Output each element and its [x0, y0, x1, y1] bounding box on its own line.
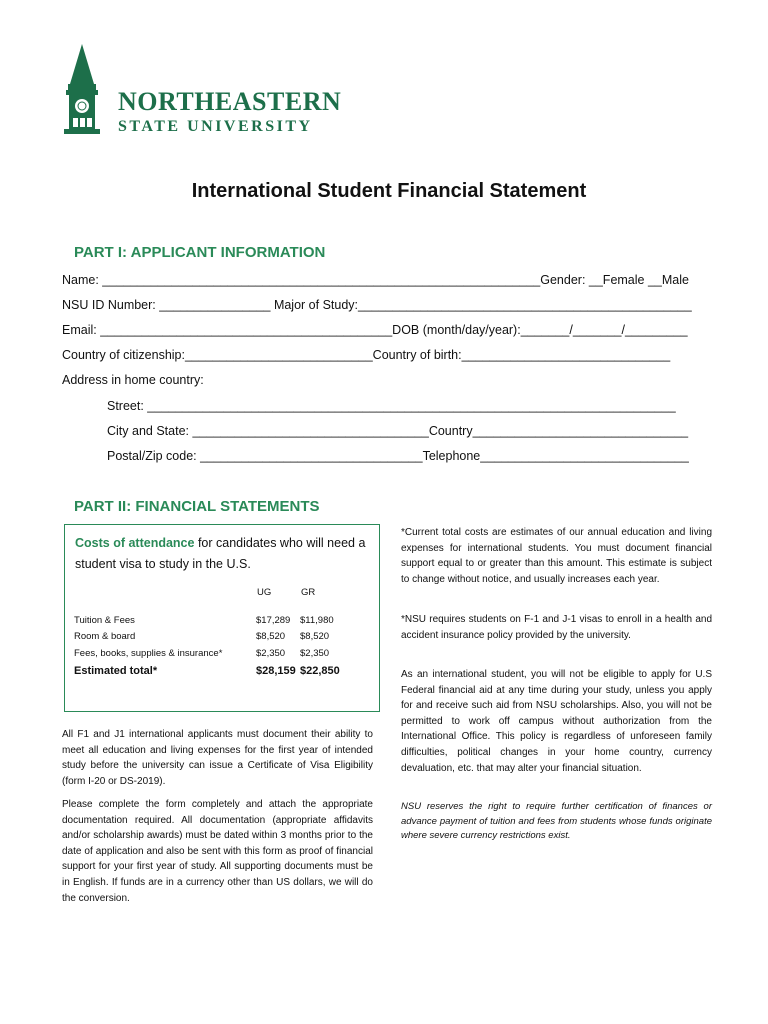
cost-ug: $2,350 — [256, 648, 286, 659]
costs-of-attendance-box — [64, 524, 380, 712]
logo-wordmark — [118, 84, 341, 118]
cost-ug: $8,520 — [256, 631, 286, 642]
left-paragraph-1: All F1 and J1 international applicants must document their ability to meet all education and living expenses for the first year of intended study before the university can issue a Certificate of Visa Eligibility (form I-20 or DS-2019). — [62, 729, 373, 787]
right-paragraph-3: As an international student, you will not be eligible to apply for U.S Federal financial aid at any time during your study, unless you apply for and receive such aid from NSU scholarships. Also, you will not be permitted to work off campus without authorization from the International Office. This policy is regardless of unforeseen family difficulties, political changes in your home country, currency devaluation, etc. that may alter your financial situation. — [401, 669, 712, 774]
part2-heading: PART II: FINANCIAL STATEMENTS — [74, 498, 320, 515]
right-paragraph-1: *Current total costs are estimates of our annual education and living expenses for international students. You must document financial support equal to or greater than this amount. This estimate is subject to change without notice, and usually increases each year. — [401, 527, 712, 585]
cost-ug: $17,289 — [256, 615, 291, 626]
total-label: Estimated total* — [74, 665, 158, 677]
total-ug: $28,159 — [256, 665, 296, 677]
logo-line1: NORTHEASTERN — [118, 87, 342, 116]
right-paragraph-2: *NSU requires students on F-1 and J-1 visas to enroll in a health and accident insurance policy provided by the university. — [401, 614, 712, 641]
home-address-label: Address in home country: — [62, 373, 204, 387]
email-dob-line[interactable]: Email: __________________________________________DOB (month/day/year):_______/_______/_________ — [62, 323, 688, 337]
cost-label: Tuition & Fees — [74, 615, 135, 626]
cost-label: Fees, books, supplies & insurance* — [74, 648, 223, 659]
col-ug-header: UG — [257, 587, 272, 598]
street-line[interactable]: Street: ____________________________________________________________________________ — [107, 399, 676, 413]
costs-intro-rest: for candidates who will need a student visa to study in the U.S. — [75, 536, 366, 571]
cost-gr: $11,980 — [300, 615, 334, 626]
nsu-id-major-line[interactable]: NSU ID Number: ________________ Major of Study:________________________________________________ — [62, 298, 692, 312]
total-gr: $22,850 — [300, 665, 340, 677]
part1-heading: PART I: APPLICANT INFORMATION — [74, 244, 326, 261]
costs-intro-highlight: Costs of attendance — [75, 536, 195, 550]
cost-gr: $8,520 — [300, 631, 330, 642]
document-title: International Student Financial Statement — [191, 180, 587, 202]
postal-telephone-line[interactable]: Postal/Zip code: ________________________________Telephone______________________________ — [107, 449, 689, 463]
cost-label: Room & board — [74, 631, 136, 642]
col-gr-header: GR — [301, 587, 316, 598]
costs-intro — [75, 533, 371, 575]
name-gender-line[interactable]: Name: _______________________________________________________________Gender: __Female __Male — [62, 273, 689, 287]
logo-subtitle: STATE UNIVERSITY — [118, 118, 313, 135]
city-country-line[interactable]: City and State: __________________________________Country_______________________________ — [107, 424, 689, 438]
currency-note: NSU reserves the right to require further certification of finances or advance payment of tuition and fees from students whose funds originate where severe currency restrictions exist. — [401, 801, 712, 841]
citizenship-birth-line[interactable]: Country of citizenship:___________________________Country of birth:______________________________ — [62, 348, 671, 362]
cost-gr: $2,350 — [300, 648, 330, 659]
left-paragraph-2: Please complete the form completely and attach the appropriate documentation required. All documentation (appropriate affidavits and/or scholarship awards) must be dated within 3 months prior to the date of application and also be sent with this form as proof of financial support for your first year of study. All supporting documents must be in English. If funds are in a currency other than US dollars, we will do the conversion. — [62, 799, 373, 904]
